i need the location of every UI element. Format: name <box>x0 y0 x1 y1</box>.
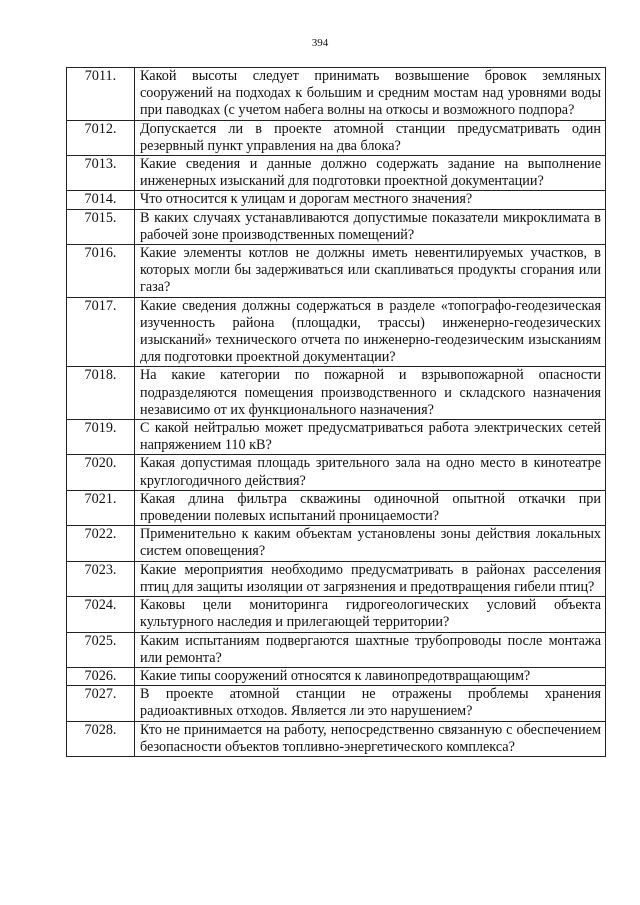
question-text: Допускается ли в проекте атомной станции предусматривать один резервный пункт управления на два блока? <box>135 120 606 155</box>
table-row <box>67 420 606 455</box>
table-row <box>67 455 606 490</box>
question-text: С какой нейтралью может предусматриваться работа электрических сетей напряжением 110 кВ? <box>135 420 606 455</box>
question-text: Кто не принимается на работу, непосредственно связанную с обеспечением безопасности объектов топливно-энергетического комплекса? <box>135 721 606 756</box>
questions-table-body <box>67 68 606 757</box>
question-text: На какие категории по пожарной и взрывопожарной опасности подразделяются помещения производственного и складского назначения независимо от их функционального назначения? <box>135 367 606 420</box>
table-row <box>67 68 606 121</box>
question-text: Применительно к каким объектам установлены зоны действия локальных систем оповещения? <box>135 526 606 561</box>
table-row <box>67 245 606 298</box>
question-number: 7026. <box>67 667 135 685</box>
question-number: 7016. <box>67 245 135 298</box>
question-text: Какие сведения и данные должно содержать задание на выполнение инженерных изысканий для подготовки проектной документации? <box>135 156 606 191</box>
table-row <box>67 686 606 721</box>
question-number: 7022. <box>67 526 135 561</box>
question-number: 7013. <box>67 156 135 191</box>
page-number: 394 <box>311 37 329 49</box>
question-number: 7028. <box>67 721 135 756</box>
question-text: Какой высоты следует принимать возвышение бровок земляных сооружений на подходах к большим и средним мостам над уровнями воды при паводках (с учетом набега волны на откосы и возможного подпора? <box>135 68 606 121</box>
table-row <box>67 297 606 367</box>
question-number: 7018. <box>67 367 135 420</box>
question-text: Каким испытаниям подвергаются шахтные трубопроводы после монтажа или ремонта? <box>135 632 606 667</box>
question-text: Какие элементы котлов не должны иметь невентилируемых участков, в которых могли бы задерживаться или скапливаться продукты сгорания или газа? <box>135 245 606 298</box>
table-row <box>67 490 606 525</box>
question-number: 7017. <box>67 297 135 367</box>
question-number: 7020. <box>67 455 135 490</box>
table-row <box>67 597 606 632</box>
question-text: В каких случаях устанавливаются допустимые показатели микроклимата в рабочей зоне производственных помещений? <box>135 209 606 244</box>
question-number: 7014. <box>67 191 135 209</box>
table-row <box>67 209 606 244</box>
table-row <box>67 632 606 667</box>
question-text: Какие типы сооружений относятся к лавинопредотвращающим? <box>135 667 606 685</box>
table-row <box>67 191 606 209</box>
table-row <box>67 156 606 191</box>
question-text: Каковы цели мониторинга гидрогеологических условий объекта культурного наследия и прилегающей территории? <box>135 597 606 632</box>
table-row <box>67 367 606 420</box>
question-text: Какие мероприятия необходимо предусматривать в районах расселения птиц для защиты изоляции от загрязнения и предотвращения гибели птиц? <box>135 561 606 596</box>
question-number: 7024. <box>67 597 135 632</box>
table-row <box>67 721 606 756</box>
table-row <box>67 561 606 596</box>
table-row <box>67 120 606 155</box>
questions-table <box>66 67 606 757</box>
question-number: 7023. <box>67 561 135 596</box>
question-number: 7027. <box>67 686 135 721</box>
question-number: 7011. <box>67 68 135 121</box>
question-text: Какая допустимая площадь зрительного зала на одно место в кинотеатре круглогодичного действия? <box>135 455 606 490</box>
question-number: 7012. <box>67 120 135 155</box>
question-text: Что относится к улицам и дорогам местного значения? <box>135 191 606 209</box>
question-number: 7021. <box>67 490 135 525</box>
question-number: 7015. <box>67 209 135 244</box>
question-text: Какие сведения должны содержаться в разделе «топографо-геодезическая изученность района (площадки, трассы) инженерно-геодезических изысканий» технического отчета по инженерно-геодезическим изысканиям для подготовки проектной документации? <box>135 297 606 367</box>
table-row <box>67 526 606 561</box>
question-text: В проекте атомной станции не отражены проблемы хранения радиоактивных отходов. Является ли это нарушением? <box>135 686 606 721</box>
question-text: Какая длина фильтра скважины одиночной опытной откачки при проведении полевых испытаний проницаемости? <box>135 490 606 525</box>
question-number: 7019. <box>67 420 135 455</box>
question-number: 7025. <box>67 632 135 667</box>
table-row <box>67 667 606 685</box>
